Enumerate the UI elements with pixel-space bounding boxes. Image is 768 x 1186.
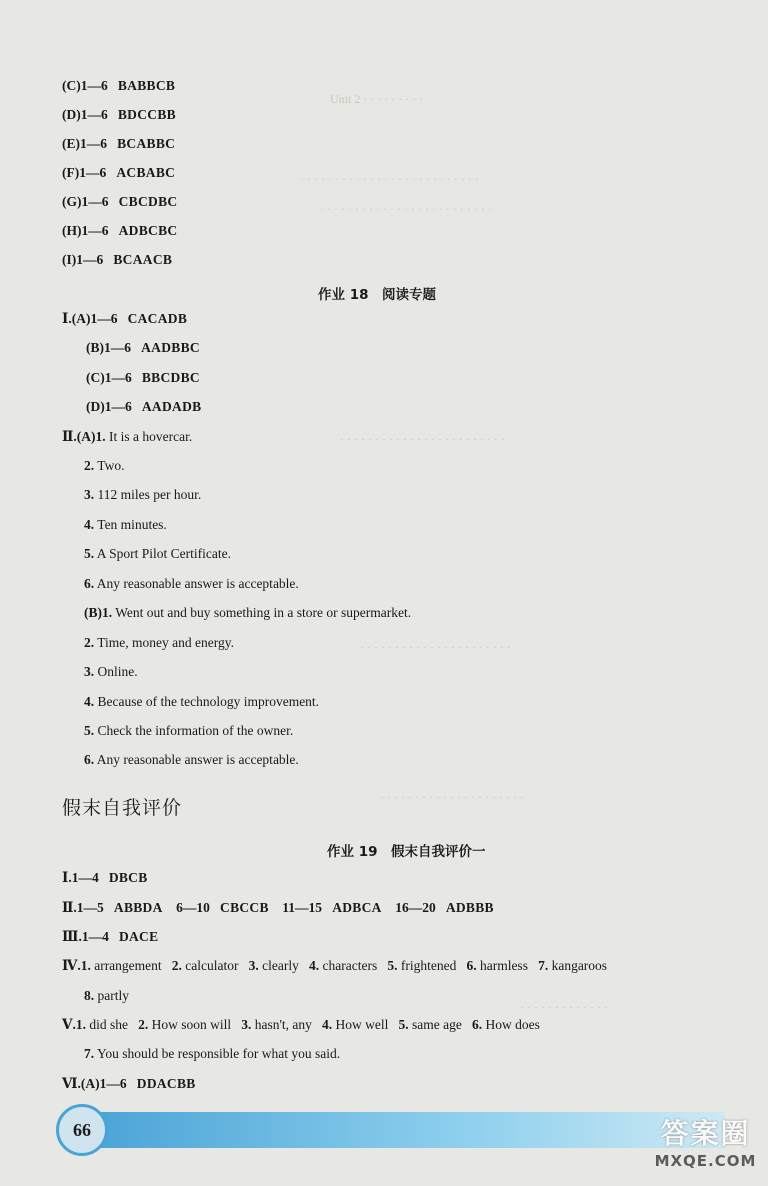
- answer-row: 3. Online.: [84, 664, 138, 679]
- answer-row: 2. Two.: [84, 458, 125, 473]
- bleed-through-text: · · · · · · · · · · · · · · · · · · · · ·: [380, 790, 524, 804]
- answer-row: (E)1—6 BCABBC: [62, 136, 176, 151]
- answer-row: Ⅴ.1. did she 2. How soon will 3. hasn't, any 4. How well 5. same age 6. How does: [62, 1017, 540, 1032]
- answer-row: (B)1. Went out and buy something in a store or supermarket.: [84, 605, 412, 620]
- answer-row: 3. 112 miles per hour.: [84, 487, 202, 502]
- answer-row: Ⅱ.(A)1. It is a hovercar.: [62, 429, 193, 444]
- answer-row: (B)1—6 AADBBC: [86, 340, 200, 355]
- answer-row: Ⅳ.1. arrangement 2. calculator 3. clearly 4. characters 5. frightened 6. harmless 7. kangaroos: [62, 958, 608, 973]
- answer-row: 4. Ten minutes.: [84, 517, 167, 532]
- bleed-through-text: · · · · · · · · · · · · · · · · · · · · · · · ·: [340, 432, 505, 446]
- page-number: 66: [56, 1104, 108, 1156]
- bleed-through-text: Unit 2 · · · · · · · · ·: [330, 92, 424, 106]
- answer-row: (C)1—6 BBCDBC: [86, 370, 200, 385]
- answer-row: 5. A Sport Pilot Certificate.: [84, 546, 232, 561]
- answer-row: Ⅱ.1—5 ABBDA 6—10 CBCCB 11—15 ADBCA 16—20 ADBBB: [62, 900, 494, 915]
- answer-row: 2. Time, money and energy.: [84, 635, 234, 650]
- answer-row: (G)1—6 CBCDBC: [62, 194, 178, 209]
- answer-row: (I)1—6 BCAACB: [62, 252, 173, 267]
- homework-18-title: 作业 18 阅读专题: [318, 287, 436, 303]
- answer-row: (D)1—6 BDCCBB: [62, 107, 176, 122]
- homework-19-title: 作业 19 假末自我评价一: [327, 844, 486, 860]
- watermark-text: 答案圈: [660, 1117, 751, 1150]
- answer-row: 5. Check the information of the owner.: [84, 723, 294, 738]
- watermark-logo: [653, 1112, 758, 1182]
- bleed-through-text: · · · · · · · · · · · · · · · · · · · · · · · · · ·: [300, 172, 479, 186]
- footer-bar: [85, 1112, 725, 1148]
- answer-row: (F)1—6 ACBABC: [62, 165, 176, 180]
- answer-row: (C)1—6 BABBCB: [62, 78, 176, 93]
- answer-row: 8. partly: [84, 988, 129, 1003]
- answer-row: Ⅰ.(A)1—6 CACADB: [62, 311, 188, 326]
- answer-row: Ⅰ.1—4 DBCB: [62, 870, 148, 885]
- answer-row: Ⅲ.1—4 DACE: [62, 929, 159, 944]
- answer-row: (D)1—6 AADADB: [86, 399, 202, 414]
- bleed-through-text: · · · · · · · · · · · · · · · · · · · · · ·: [360, 640, 511, 654]
- bleed-through-text: · · · · · · · · · · · · · · · · · · · · · · · · ·: [320, 202, 492, 216]
- bleed-through-text: · · · · · · · · · · · · ·: [520, 1000, 608, 1014]
- watermark-url: MXQE.COM: [654, 1152, 757, 1170]
- answer-row: Ⅵ.(A)1—6 DDACBB: [62, 1076, 196, 1091]
- answer-row: 6. Any reasonable answer is acceptable.: [84, 576, 299, 591]
- section-title: 假末自我评价: [62, 797, 183, 819]
- answer-row: (H)1—6 ADBCBC: [62, 223, 178, 238]
- answer-row: 4. Because of the technology improvement.: [84, 694, 320, 709]
- answer-row: 6. Any reasonable answer is acceptable.: [84, 752, 299, 767]
- answer-row: 7. You should be responsible for what you said.: [84, 1046, 341, 1061]
